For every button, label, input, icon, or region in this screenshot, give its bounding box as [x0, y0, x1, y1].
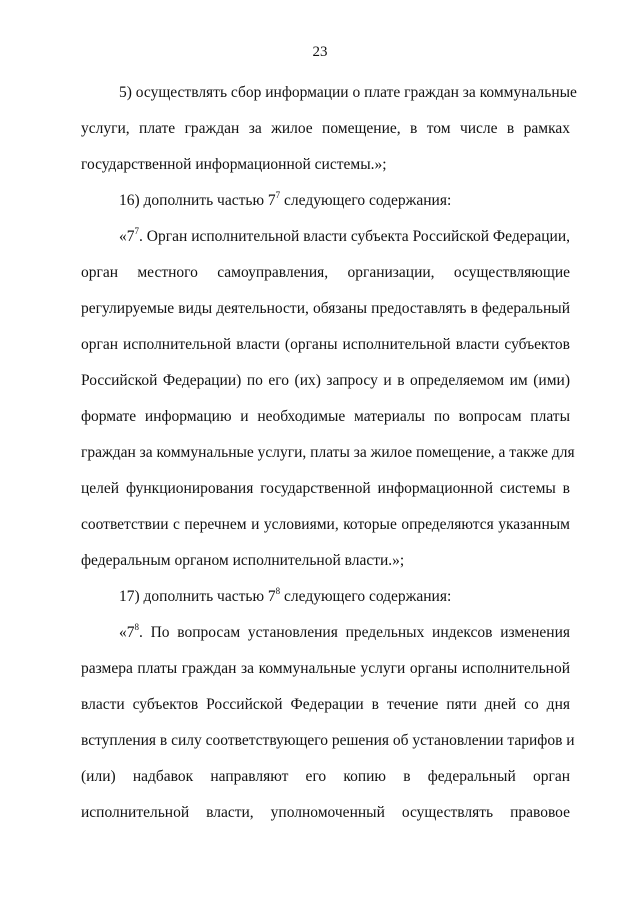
text-line: Российской Федерации) по его (их) запросу и в определяемом им (ими)	[81, 372, 570, 389]
page-number: 23	[312, 44, 328, 60]
text-line: 5) осуществлять сбор информации о плате граждан за коммунальные	[119, 84, 577, 101]
text-line: орган местного самоуправления, организации, осуществляющие	[81, 264, 570, 281]
text-line: граждан за коммунальные услуги, платы за жилое помещение, а также для	[81, 444, 575, 461]
superscript-8: 8	[134, 621, 139, 632]
text-line-part-17	[119, 585, 570, 606]
text-segment: «7	[119, 624, 135, 641]
superscript-7: 7	[134, 225, 139, 236]
text-line: размера платы граждан за коммунальные услуги органы исполнительной	[81, 660, 570, 677]
superscript-7: 7	[275, 189, 281, 200]
text-line: исполнительной власти, уполномоченный осуществлять правовое	[81, 804, 570, 821]
text-line: орган исполнительной власти (органы исполнительной власти субъектов	[81, 336, 570, 353]
text-line-quote-7	[119, 225, 570, 246]
text-line-quote-8	[119, 621, 570, 642]
text-segment: . Орган исполнительной власти субъекта Российской Федерации,	[139, 228, 570, 245]
text-line: услуги, плате граждан за жилое помещение, в том числе в рамках	[81, 120, 570, 137]
text-line: регулируемые виды деятельности, обязаны предоставлять в федеральный	[81, 300, 570, 317]
text-line: целей функционирования государственной информационной системы в	[81, 480, 570, 497]
text-line: (или) надбавок направляют его копию в федеральный орган	[81, 768, 570, 785]
text-line: государственной информационной системы.»;	[81, 156, 387, 173]
text-segment: 17) дополнить частью 7	[119, 588, 276, 605]
text-line: вступления в силу соответствующего решения об установлении тарифов и	[81, 732, 575, 749]
text-segment: «7	[119, 228, 135, 245]
text-segment: . По вопросам установления предельных индексов изменения	[139, 624, 570, 641]
text-line: федеральным органом исполнительной власти.»;	[81, 552, 405, 569]
text-segment: 16) дополнить частью 7	[119, 192, 276, 209]
text-line: соответствии с перечнем и условиями, которые определяются указанным	[81, 516, 570, 533]
text-segment: следующего содержания:	[280, 192, 452, 209]
text-line-part-16	[119, 189, 570, 210]
superscript-8: 8	[275, 585, 281, 596]
text-line: власти субъектов Российской Федерации в течение пяти дней со дня	[81, 696, 570, 713]
text-line: формате информацию и необходимые материалы по вопросам платы	[81, 408, 570, 425]
text-segment: следующего содержания:	[280, 588, 452, 605]
